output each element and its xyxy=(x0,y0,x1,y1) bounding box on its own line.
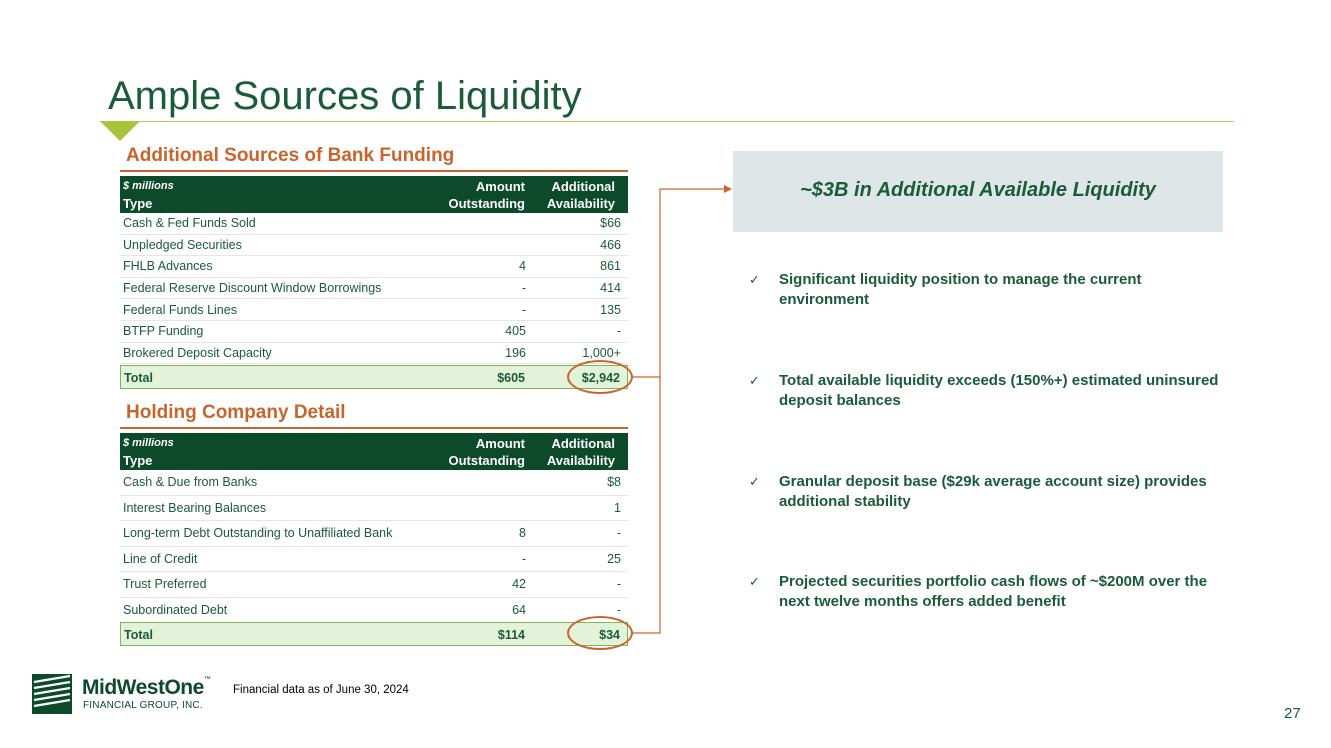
units-label: $ millions xyxy=(123,437,174,449)
row-availability: - xyxy=(616,526,621,541)
row-availability: - xyxy=(616,577,621,592)
row-type: Brokered Deposit Capacity xyxy=(123,345,272,360)
row-amount: 64 xyxy=(512,602,526,617)
checkmark-icon: ✓ xyxy=(749,272,760,287)
callout-text: ~$3B in Additional Available Liquidity xyxy=(800,179,1156,201)
col-avail-header-line2: Availability xyxy=(546,453,615,468)
col-type-header: Type xyxy=(123,453,153,468)
row-amount: 196 xyxy=(505,345,526,360)
row-availability: 1,000+ xyxy=(582,345,621,360)
connector-line-top xyxy=(633,189,724,377)
bullet-text: Granular deposit base ($29k average account size) provides additional stability xyxy=(779,473,1207,510)
row-type: Federal Reserve Discount Window Borrowings xyxy=(123,281,382,296)
total-label: Total xyxy=(124,628,153,642)
row-type: Subordinated Debt xyxy=(123,602,228,617)
col-amount-header-line2: Outstanding xyxy=(448,453,525,468)
bullet-item xyxy=(749,371,1219,411)
row-type: BTFP Funding xyxy=(123,324,204,339)
total-amount: $114 xyxy=(497,628,525,642)
col-avail-header-line1: Additional xyxy=(551,436,615,451)
page-number: 27 xyxy=(1284,705,1301,722)
logo-mark-icon xyxy=(32,672,76,716)
logo-wordmark xyxy=(82,676,210,700)
row-availability: $66 xyxy=(600,216,621,231)
row-type: Interest Bearing Balances xyxy=(123,500,267,515)
row-amount: - xyxy=(521,302,526,317)
row-availability: - xyxy=(616,602,621,617)
bullet-item xyxy=(749,270,1219,310)
total-availability: $2,942 xyxy=(581,371,620,385)
bullet-item xyxy=(749,472,1219,512)
col-amount-header-line2: Outstanding xyxy=(448,196,525,211)
row-type: Cash & Fed Funds Sold xyxy=(123,216,256,231)
bullet-text: Total available liquidity exceeds (150%+) estimated uninsured deposit balances xyxy=(779,372,1219,409)
row-type: Long-term Debt Outstanding to Unaffiliated Bank xyxy=(123,526,393,541)
row-availability: 861 xyxy=(600,259,621,274)
row-amount: - xyxy=(521,551,526,566)
total-availability: $34 xyxy=(599,628,620,642)
col-type-header: Type xyxy=(123,196,153,211)
company-logo xyxy=(32,672,232,718)
row-availability: 466 xyxy=(600,237,621,252)
row-availability: 135 xyxy=(600,302,621,317)
logo-trademark: ™ xyxy=(203,676,211,683)
bullet-item xyxy=(749,572,1219,612)
row-availability: - xyxy=(616,324,621,339)
checkmark-icon: ✓ xyxy=(749,373,760,388)
row-availability: 1 xyxy=(614,500,621,515)
total-amount: $605 xyxy=(497,371,525,385)
col-amount-header-line1: Amount xyxy=(475,436,525,451)
row-type: Federal Funds Lines xyxy=(123,302,237,317)
connector-line-bottom xyxy=(633,377,660,633)
col-amount-header-line1: Amount xyxy=(475,179,525,194)
row-amount: - xyxy=(521,281,526,296)
col-avail-header-line2: Availability xyxy=(546,196,615,211)
row-type: Trust Preferred xyxy=(123,577,207,592)
bullet-text: Projected securities portfolio cash flows of ~$200M over the next twelve months offers added benefit xyxy=(779,573,1208,610)
checkmark-icon: ✓ xyxy=(749,474,760,489)
row-amount: 8 xyxy=(519,526,526,541)
checkmark-icon: ✓ xyxy=(749,574,760,589)
liquidity-callout xyxy=(733,151,1223,232)
total-label: Total xyxy=(124,371,153,385)
bank-funding-heading: Additional Sources of Bank Funding xyxy=(126,145,455,166)
row-availability: 25 xyxy=(607,551,621,566)
row-availability: $8 xyxy=(607,475,621,490)
units-label: $ millions xyxy=(123,180,174,192)
page-title: Ample Sources of Liquidity xyxy=(108,74,582,118)
row-amount: 42 xyxy=(512,577,526,592)
row-type: Line of Credit xyxy=(123,551,198,566)
col-avail-header-line1: Additional xyxy=(551,179,615,194)
bullet-text: Significant liquidity position to manage the current environment xyxy=(779,271,1142,308)
row-amount: 405 xyxy=(505,324,526,339)
holding-company-heading: Holding Company Detail xyxy=(126,402,346,423)
logo-name: MidWestOne xyxy=(82,676,204,699)
logo-subtitle: FINANCIAL GROUP, INC. xyxy=(83,700,203,711)
row-type: Unpledged Securities xyxy=(123,237,242,252)
row-type: FHLB Advances xyxy=(123,259,213,274)
row-availability: 414 xyxy=(600,281,621,296)
footnote: Financial data as of June 30, 2024 xyxy=(233,684,409,696)
arrowhead-icon xyxy=(724,185,732,193)
row-amount: 4 xyxy=(519,259,526,274)
row-type: Cash & Due from Banks xyxy=(123,475,258,490)
